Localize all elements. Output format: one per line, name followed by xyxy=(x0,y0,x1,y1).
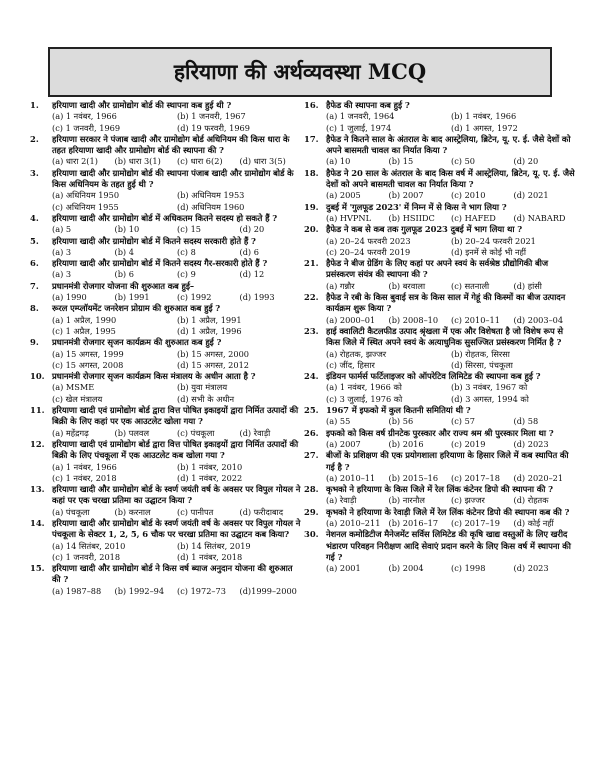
question-line xyxy=(304,100,576,111)
answer-option: (a) महेंद्रगढ़ xyxy=(52,427,89,438)
question-number: 18. xyxy=(304,167,319,178)
answer-options xyxy=(30,111,302,134)
question-text: हाई क्वालिटी कैटलफीड उत्पाद श्रृंखला में एक और विशेषता है जो विशेष रूप से किस जिले में स्थित अपने स्वयं के अत्याधुनिक सुसज्जित प्रसंस्करण निर्मित है ? xyxy=(326,325,563,348)
question-text: प्रधानमंत्री रोजगार सृजन कार्यक्रम की शुरुआत कब हुई ? xyxy=(52,337,222,348)
answer-option: (a) 2005 xyxy=(326,190,361,201)
answer-option: (b) 3 नवंबर, 1967 को xyxy=(451,382,528,393)
answer-option: (a) 2000–01 xyxy=(326,314,376,325)
answer-option: (d) रोहतक xyxy=(513,495,549,506)
question-line xyxy=(30,563,302,586)
page-title: हरियाणा की अर्थव्यवस्था MCQ xyxy=(173,59,427,84)
question-text: हैफेड ने कितने साल के अंतराल के बाद आस्ट्रेलिया, ब्रिटेन, यू. ए. ई. जैसे देशों को अपने बासमती चावल का निर्यात किया ? xyxy=(326,133,571,156)
answer-option: (a) 1990 xyxy=(52,292,87,303)
answer-option: (c) झज्जर xyxy=(451,495,485,506)
question-number: 22. xyxy=(304,292,319,303)
question-number: 30. xyxy=(304,529,319,540)
question-line xyxy=(304,507,576,518)
question-line xyxy=(30,405,302,428)
question-line xyxy=(30,168,302,191)
answer-options xyxy=(304,439,576,450)
question-item xyxy=(30,371,302,405)
question-number: 29. xyxy=(304,506,319,517)
question-item xyxy=(30,405,302,439)
question-line xyxy=(30,258,302,269)
answer-option: (b) 15 xyxy=(388,156,414,167)
answer-option: (a) अधिनियम 1950 xyxy=(52,190,120,201)
answer-option: (c) जींद, हिसार xyxy=(326,359,375,370)
answer-option: (d) 19 फरवरी, 1969 xyxy=(177,122,250,133)
answer-option: (c) 1 जनवरी, 1969 xyxy=(52,122,121,133)
answer-option: (a) रोहतक, झज्जर xyxy=(326,348,387,359)
question-text: हरियाणा खादी और ग्रामोद्योग बोर्ड के स्वर्ण जयंती वर्ष के अवसर पर विपुल गोयल ने पंचकूला के सेक्टर 1, 2, 5, 6 चौक पर चरखा प्रतिमा का उद्घाटन कब किया? xyxy=(52,517,301,540)
answer-options xyxy=(30,315,302,338)
question-item xyxy=(30,258,302,281)
question-item xyxy=(304,100,576,134)
answer-options xyxy=(304,416,576,427)
question-number: 25. xyxy=(304,405,319,416)
answer-options xyxy=(30,190,302,213)
answer-option: (c) खेल मंत्रालय xyxy=(52,393,103,404)
answer-option: (d) फरीदाबाद xyxy=(239,506,284,517)
answer-option: (d) रेवाड़ी xyxy=(239,427,271,438)
answer-options xyxy=(304,349,576,372)
answer-option: (b) 1991 xyxy=(114,292,150,303)
answer-option: (a) धारा 2(1) xyxy=(52,156,98,167)
question-number: 27. xyxy=(304,450,319,461)
answer-option: (a) 10 xyxy=(326,156,351,167)
answer-option: (c) 2017–18 xyxy=(451,472,500,483)
question-text: इंडियन फार्मर्स फर्टिलाइजर को ऑपरेटिव लिमिटेड की स्थापना कब हुई ? xyxy=(326,371,541,382)
answer-option: (c) 8 xyxy=(177,246,196,257)
answer-option: (a) 3 xyxy=(52,246,72,257)
answer-option: (b) 1 नवंबर, 1966 xyxy=(451,111,517,122)
question-text: हैफेड ने बीज ग्रेडिंग के लिए कहां पर अपने स्वयं के सर्वश्रेष्ठ प्रौद्योगिकी बीज प्रसंस्करण संयंत्र की स्थापना की ? xyxy=(326,258,548,280)
answer-option: (c) 1 जनवरी, 2018 xyxy=(52,551,121,562)
answer-option: (d) 6 xyxy=(239,246,259,257)
answer-option: (c) 2010–11 xyxy=(451,314,500,325)
question-text: 1967 में इफको में कुल कितनी समितियां थी ? xyxy=(326,405,471,416)
answer-option: (d) इनमें से कोई भी नहीं xyxy=(451,246,526,257)
question-text: कृभको ने हरियाणा के किस जिले में रेल लिंक कंटेनर डिपो की स्थापना की ? xyxy=(326,484,553,495)
question-line xyxy=(304,134,576,157)
answer-option: (b) 2004 xyxy=(388,563,424,574)
left-column xyxy=(30,100,302,770)
answer-option: (a) 2010–11 xyxy=(326,472,376,483)
answer-options xyxy=(304,382,576,405)
answer-option: (a) 14 सितंबर, 2010 xyxy=(52,540,126,551)
question-number: 3. xyxy=(30,167,39,178)
answer-option: (b) 1 जनवरी, 1967 xyxy=(177,111,246,122)
answer-option: (d) 2003–04 xyxy=(513,314,564,325)
answer-options xyxy=(30,224,302,235)
question-number: 20. xyxy=(304,224,319,235)
question-number: 26. xyxy=(304,427,319,438)
answer-option: (c) धारा 6(2) xyxy=(177,156,223,167)
answer-options xyxy=(30,462,302,485)
answer-option: (b) अधिनियम 1953 xyxy=(177,190,245,201)
question-text: हरियाणा खादी एवं ग्रामोद्योग बोर्ड द्वारा वित्त पोषित इकाइयों द्वारा निर्मित उत्पादों की बिक्री के लिए पंचकूला में एक आउटलेट कब खोला गया ? xyxy=(52,438,299,461)
question-line xyxy=(30,439,302,462)
question-item xyxy=(304,292,576,326)
answer-option: (a) 5 xyxy=(52,224,72,235)
answer-option: (c) पंचकूला xyxy=(177,427,215,438)
question-item xyxy=(304,202,576,225)
answer-options xyxy=(304,190,576,201)
question-item xyxy=(30,134,302,168)
question-text: प्रधानमंत्री रोजगार सृजन कार्यक्रम किस मंत्रालय के अधीन आता है ? xyxy=(52,371,256,382)
question-line xyxy=(30,281,302,292)
answer-option: (b) 6 xyxy=(114,269,134,280)
question-line xyxy=(304,292,576,315)
answer-options xyxy=(30,507,302,518)
question-item xyxy=(304,405,576,428)
question-number: 2. xyxy=(30,133,39,144)
answer-options xyxy=(30,349,302,372)
answer-option: (a) 2010–211 xyxy=(326,517,381,528)
question-number: 6. xyxy=(30,258,39,269)
answer-option: (d) 2023 xyxy=(513,563,549,574)
question-item xyxy=(304,371,576,405)
answer-option: (d) 3 अगस्त, 1994 को xyxy=(451,393,529,404)
answer-option: (a) 1 नवंबर, 1966 को xyxy=(326,382,402,393)
question-item xyxy=(30,439,302,484)
question-line xyxy=(30,134,302,157)
question-line xyxy=(304,529,576,563)
question-item xyxy=(30,518,302,563)
title-banner xyxy=(48,47,552,97)
answer-option: (b) 2016 xyxy=(388,438,424,449)
answer-option: (b) बरवाला xyxy=(388,280,426,291)
question-number: 8. xyxy=(30,303,39,314)
question-line xyxy=(304,202,576,213)
question-line xyxy=(30,303,302,314)
question-item xyxy=(30,281,302,304)
answer-options xyxy=(30,292,302,303)
question-text: हैफेड ने कब से कब तक गुलफूड 2023 दुबई में भाग लिया था ? xyxy=(326,224,523,235)
question-number: 10. xyxy=(30,371,45,382)
answer-option: (c) सतनाली xyxy=(451,280,490,291)
answer-option: (b) 1992–94 xyxy=(114,585,165,596)
answer-option: (b) धारा 3(1) xyxy=(114,156,161,167)
answer-option: (b) 2007 xyxy=(388,190,424,201)
question-line xyxy=(304,326,576,349)
answer-option: (c) 9 xyxy=(177,269,196,280)
answer-option: (b) 2015–16 xyxy=(388,472,439,483)
answer-option: (d) 2021 xyxy=(513,190,549,201)
question-number: 11. xyxy=(30,405,45,416)
answer-option: (d) अधिनियम 1960 xyxy=(177,201,245,212)
question-text: हैफेड ने रबी के किस बुवाई सत्र के किस साल में गेहूं की किस्मों का बीज उत्पादन कार्यक्रम शुरू किया ? xyxy=(326,292,566,314)
question-text: हरियाणा खादी एवं ग्रामोद्योग बोर्ड द्वारा वित्त पोषित इकाइयों द्वारा निर्मित उत्पादों की बिक्री के लिए कहां पर एक आउटलेट खोला गया ? xyxy=(52,405,299,427)
question-text: प्रधानमंत्री रोजगार योजना की शुरुआत कब हुई– xyxy=(52,280,195,291)
answer-option: (d) 1 नवंबर, 2022 xyxy=(177,472,243,483)
question-item xyxy=(304,450,576,484)
answer-option: (b) 14 सितंबर, 2019 xyxy=(177,540,251,551)
question-item xyxy=(304,326,576,371)
question-item xyxy=(30,213,302,236)
answer-option: (b) 4 xyxy=(114,246,134,257)
answer-option: (c) 1 नवंबर, 2018 xyxy=(52,472,117,483)
answer-option: (a) 15 अगस्त, 1999 xyxy=(52,348,124,359)
answer-option: (a) HVPNL xyxy=(326,212,372,223)
answer-options xyxy=(30,428,302,439)
answer-option: (c) 57 xyxy=(451,416,475,427)
answer-option: (a) 3 xyxy=(52,269,72,280)
answer-option: (a) 55 xyxy=(326,416,351,427)
answer-option: (d) कोई नहीं xyxy=(513,517,554,528)
question-line xyxy=(304,224,576,235)
question-text: इफको को किस वर्ष ग्रीनटेक पुरस्कार और राज्य श्रम श्री पुरस्कार मिला था ? xyxy=(326,427,554,438)
answer-option: (c) 2010 xyxy=(451,190,486,201)
answer-options xyxy=(30,269,302,280)
answer-option: (d) 1993 xyxy=(239,292,275,303)
answer-options xyxy=(304,518,576,529)
answer-option: (c) 1 जुलाई, 1974 xyxy=(326,122,392,133)
question-line xyxy=(30,100,302,111)
answer-option: (c) पानीपत xyxy=(177,506,214,517)
answer-options xyxy=(30,382,302,405)
question-text: नेशनल कमोडिटीज मैनेजमेंट सर्विस लिमिटेड की कृषि खाद्य वस्तुओं के लिए खरीद भंडारण परिवहन निरीक्षण आदि सेवाएं प्रदान करने के लिए किस वर्ष में स्थापना की गई ? xyxy=(326,529,571,562)
question-number: 5. xyxy=(30,235,39,246)
answer-option: (d) 12 xyxy=(239,269,265,280)
answer-option: (b) युवा मंत्रालय xyxy=(177,382,228,393)
answer-option: (a) 1 जनवरी, 1964 xyxy=(326,111,395,122)
question-item xyxy=(30,337,302,371)
question-number: 19. xyxy=(304,201,319,212)
question-number: 15. xyxy=(30,563,45,574)
answer-option: (c) 20–24 फरवरी 2019 xyxy=(326,246,411,257)
question-item xyxy=(30,484,302,518)
question-line xyxy=(304,371,576,382)
answer-option: (a) पंचकूला xyxy=(52,506,90,517)
question-text: हरियाणा सरकार ने पंजाब खादी और ग्रामोद्योग बोर्ड अधिनियम की किस धारा के तहत हरियाणा खादी और ग्रामोद्योग बोर्ड की स्थापना की ? xyxy=(52,133,290,156)
question-line xyxy=(304,405,576,416)
answer-option: (d) सिरसा, पंचकूला xyxy=(451,359,513,370)
answer-options xyxy=(304,315,576,326)
answer-option: (d) 58 xyxy=(513,416,539,427)
question-line xyxy=(30,518,302,541)
question-number: 24. xyxy=(304,371,319,382)
answer-options xyxy=(304,495,576,506)
question-line xyxy=(304,258,576,281)
answer-options xyxy=(304,236,576,259)
answer-option: (b) नारनौल xyxy=(388,495,425,506)
answer-options xyxy=(304,473,576,484)
question-line xyxy=(30,371,302,382)
question-number: 14. xyxy=(30,517,45,528)
answer-option: (b) HSIIDC xyxy=(388,212,435,223)
question-line xyxy=(304,428,576,439)
answer-options xyxy=(304,563,576,574)
question-item xyxy=(304,134,576,168)
question-item xyxy=(304,428,576,451)
answer-option: (d) 2023 xyxy=(513,438,549,449)
question-item xyxy=(304,258,576,292)
answer-option: (a) 2007 xyxy=(326,438,361,449)
answer-option: (d) 1 नवंबर, 2018 xyxy=(177,551,243,562)
answer-option: (a) MSME xyxy=(52,382,95,393)
answer-options xyxy=(30,156,302,167)
answer-option: (a) 20–24 फरवरी 2023 xyxy=(326,235,411,246)
question-line xyxy=(30,213,302,224)
question-item xyxy=(30,168,302,213)
question-text: बीजों के प्रशिक्षण की एक प्रयोगशाला हरियाणा के हिसार जिले में कब स्थापित की गई है ? xyxy=(326,450,569,472)
question-item xyxy=(304,484,576,507)
question-line xyxy=(304,168,576,191)
question-number: 12. xyxy=(30,438,45,449)
question-text: हरियाणा खादी और ग्रामोद्योग बोर्ड की स्थापना पंजाब खादी और ग्रामोद्योग बोर्ड के किस अधिनियम के तहत हुई थी ? xyxy=(52,167,294,190)
answer-option: (c) 15 xyxy=(177,224,201,235)
question-number: 21. xyxy=(304,258,319,269)
answer-options xyxy=(30,541,302,564)
question-line xyxy=(30,337,302,348)
answer-option: (a) 1987–88 xyxy=(52,585,102,596)
answer-option: (d)1999–2000 xyxy=(239,585,297,596)
answer-option: (d) हांसी xyxy=(513,280,542,291)
question-text: कृभको ने हरियाणा के रेवाड़ी जिले में रेल लिंक कंटेनर डिपो की स्थापना कब की ? xyxy=(326,506,570,517)
answer-option: (a) 2001 xyxy=(326,563,361,574)
question-line xyxy=(304,450,576,473)
answer-option: (a) 1 नवंबर, 1966 xyxy=(52,111,117,122)
answer-option: (d) 20 xyxy=(239,224,265,235)
answer-option: (a) गन्नौर xyxy=(326,280,355,291)
answer-option: (a) 1 अप्रैल, 1990 xyxy=(52,314,117,325)
answer-option: (b) 15 अगस्त, 2000 xyxy=(177,348,250,359)
question-text: हरियाणा खादी और ग्रामोद्योग बोर्ड में कितने सदस्य गैर-सरकारी होते हैं ? xyxy=(52,258,268,269)
answer-option: (c) 1992 xyxy=(177,292,212,303)
answer-option: (c) 2017–19 xyxy=(451,517,500,528)
answer-option: (d) धारा 3(5) xyxy=(239,156,286,167)
answer-option: (c) 1998 xyxy=(451,563,486,574)
question-number: 17. xyxy=(304,133,319,144)
answer-option: (a) रेवाड़ी xyxy=(326,495,357,506)
answer-option: (b) 10 xyxy=(114,224,140,235)
answer-option: (d) 2020–21 xyxy=(513,472,564,483)
question-text: हरियाणा खादी और ग्रामोद्योग बोर्ड ने किस वर्ष ब्याज अनुदान योजना की शुरुआत की ? xyxy=(52,563,293,585)
answer-option: (b) 2016–17 xyxy=(388,517,439,528)
question-text: हैफेड ने 20 साल के अंतराल के बाद किस वर्ष में आस्ट्रेलिया, ब्रिटेन, यू. ए. ई. जैसे देशों को अपने बासमती चावल का निर्यात किया ? xyxy=(326,167,575,190)
question-text: रूरल एम्प्लॉयमेंट जनरेशन प्रोग्राम की शुरुआत कब हुई ? xyxy=(52,303,221,314)
answer-options xyxy=(304,213,576,224)
answer-option: (d) NABARD xyxy=(513,212,566,223)
answer-option: (b) 20–24 फरवरी 2021 xyxy=(451,235,536,246)
answer-option: (b) 1 नवंबर, 2010 xyxy=(177,461,243,472)
answer-options xyxy=(304,156,576,167)
answer-option: (c) 50 xyxy=(451,156,475,167)
answer-option: (b) 56 xyxy=(388,416,414,427)
question-item xyxy=(304,507,576,530)
answer-options xyxy=(304,281,576,292)
answer-option: (b) रोहतक, सिरसा xyxy=(451,348,510,359)
question-number: 16. xyxy=(304,100,319,110)
question-number: 9. xyxy=(30,337,39,348)
question-item xyxy=(30,100,302,134)
answer-option: (d) 15 अगस्त, 2012 xyxy=(177,359,250,370)
answer-options xyxy=(30,247,302,258)
answer-option: (d) 1 अगस्त, 1972 xyxy=(451,122,518,133)
question-number: 28. xyxy=(304,484,319,495)
question-text: हरियाणा खादी और ग्रामोद्योग बोर्ड में अधिकतम कितने सदस्य हो सकते हैं ? xyxy=(52,212,278,223)
answer-option: (c) अधिनियम 1955 xyxy=(52,201,119,212)
question-line xyxy=(30,236,302,247)
question-item xyxy=(30,563,302,597)
answer-option: (c) 1972–73 xyxy=(177,585,226,596)
answer-option: (c) HAFED xyxy=(451,212,496,223)
answer-option: (c) 15 अगस्त, 2008 xyxy=(52,359,124,370)
question-number: 1. xyxy=(30,100,39,110)
question-item xyxy=(304,529,576,574)
answer-option: (c) 1 अप्रैल, 1995 xyxy=(52,325,116,336)
answer-options xyxy=(304,111,576,134)
question-number: 23. xyxy=(304,325,319,336)
question-number: 7. xyxy=(30,280,39,291)
answer-option: (d) सभी के अधीन xyxy=(177,393,235,404)
answer-option: (b) 2008–10 xyxy=(388,314,439,325)
question-text: हरियाणा खादी और ग्रामोद्योग बोर्ड में कितने सदस्य सरकारी होते हैं ? xyxy=(52,235,256,246)
question-line xyxy=(304,484,576,495)
question-text: दुबई में 'गुलफूड 2023' में निम्न में से किस ने भाग लिया ? xyxy=(326,201,507,212)
question-item xyxy=(304,224,576,258)
answer-option: (b) करनाल xyxy=(114,506,151,517)
answer-option: (b) पलवल xyxy=(114,427,150,438)
question-item xyxy=(304,168,576,202)
question-text: हरियाणा खादी और ग्रामोद्योग बोर्ड की स्थापना कब हुई थी ? xyxy=(52,100,232,110)
answer-option: (c) 3 जुलाई, 1976 को xyxy=(326,393,403,404)
answer-option: (d) 1 अप्रैल, 1996 xyxy=(177,325,242,336)
question-number: 13. xyxy=(30,484,45,495)
answer-option: (b) 1 अप्रैल, 1991 xyxy=(177,314,242,325)
right-column xyxy=(304,100,576,770)
answer-option: (a) 1 नवंबर, 1966 xyxy=(52,461,117,472)
question-line xyxy=(30,484,302,507)
answer-options xyxy=(30,586,302,597)
answer-option: (c) 2019 xyxy=(451,438,486,449)
question-text: हरियाणा खादी और ग्रामोद्योग बोर्ड के स्वर्ण जयंती वर्ष के अवसर पर विपुल गोयल ने कहां पर एक चरखा प्रतिमा का उद्घाटन किया ? xyxy=(52,484,301,506)
answer-option: (d) 20 xyxy=(513,156,539,167)
question-item xyxy=(30,303,302,337)
question-item xyxy=(30,236,302,259)
question-number: 4. xyxy=(30,212,39,223)
question-text: हैफेड की स्थापना कब हुई ? xyxy=(326,100,410,110)
